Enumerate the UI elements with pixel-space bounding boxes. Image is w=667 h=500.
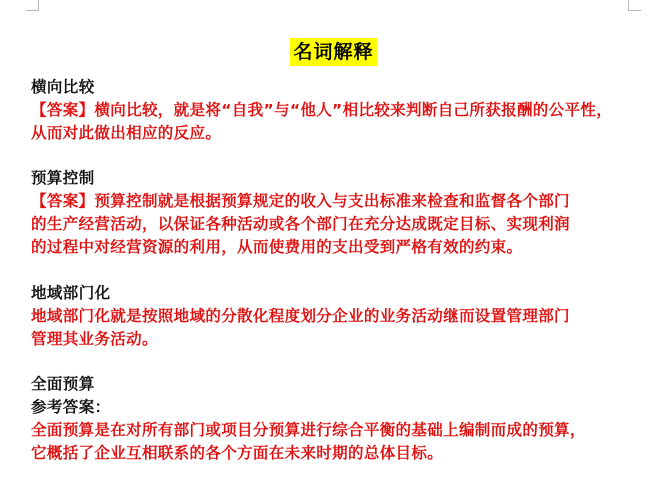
- section-comprehensive-budget: [31, 373, 643, 465]
- title-container: [0, 38, 667, 66]
- answer-line: 它概括了企业互相联系的各个方面在未来时期的总体目标。: [31, 444, 444, 462]
- term-heading: 地域部门化: [31, 284, 111, 302]
- answer-line: 【答案】预算控制就是根据预算规定的收入与支出标准来检查和监督各个部门: [31, 192, 570, 210]
- answer-line: 管理其业务活动。: [31, 330, 158, 348]
- term-heading: 预算控制: [31, 169, 95, 187]
- answer-line: 全面预算是在对所有部门或项目分预算进行综合平衡的基础上编制而成的预算，: [31, 421, 586, 439]
- section-regional-departmentalization: [31, 282, 643, 351]
- answer-text: [31, 99, 643, 145]
- section-budget-control: [31, 167, 643, 259]
- answer-line: 地域部门化就是按照地域的分散化程度划分企业的业务活动继而设置管理部门: [31, 307, 570, 325]
- answer-line: 从而对此做出相应的反应。: [31, 124, 222, 142]
- section-horizontal-comparison: [31, 76, 643, 145]
- page-corner-mark: [26, 0, 39, 11]
- term-heading: 横向比较: [31, 78, 95, 96]
- answer-line: 的过程中对经营资源的利用，从而使费用的支出受到严格有效的约束。: [31, 238, 523, 256]
- page-corner-mark: [628, 0, 641, 11]
- answer-text: [31, 419, 643, 465]
- answer-text: [31, 305, 643, 351]
- page-title: 名词解释: [290, 38, 376, 66]
- term-heading: 全面预算: [31, 375, 95, 393]
- reference-answer-label: 参考答案：: [31, 398, 111, 416]
- answer-line: 的生产经营活动，以保证各种活动或各个部门在充分达成既定目标、实现利润: [31, 215, 570, 233]
- answer-text: [31, 190, 643, 259]
- answer-line: 【答案】横向比较，就是将“自我”与“他人”相比较来判断自己所获报酬的公平性，: [31, 101, 613, 119]
